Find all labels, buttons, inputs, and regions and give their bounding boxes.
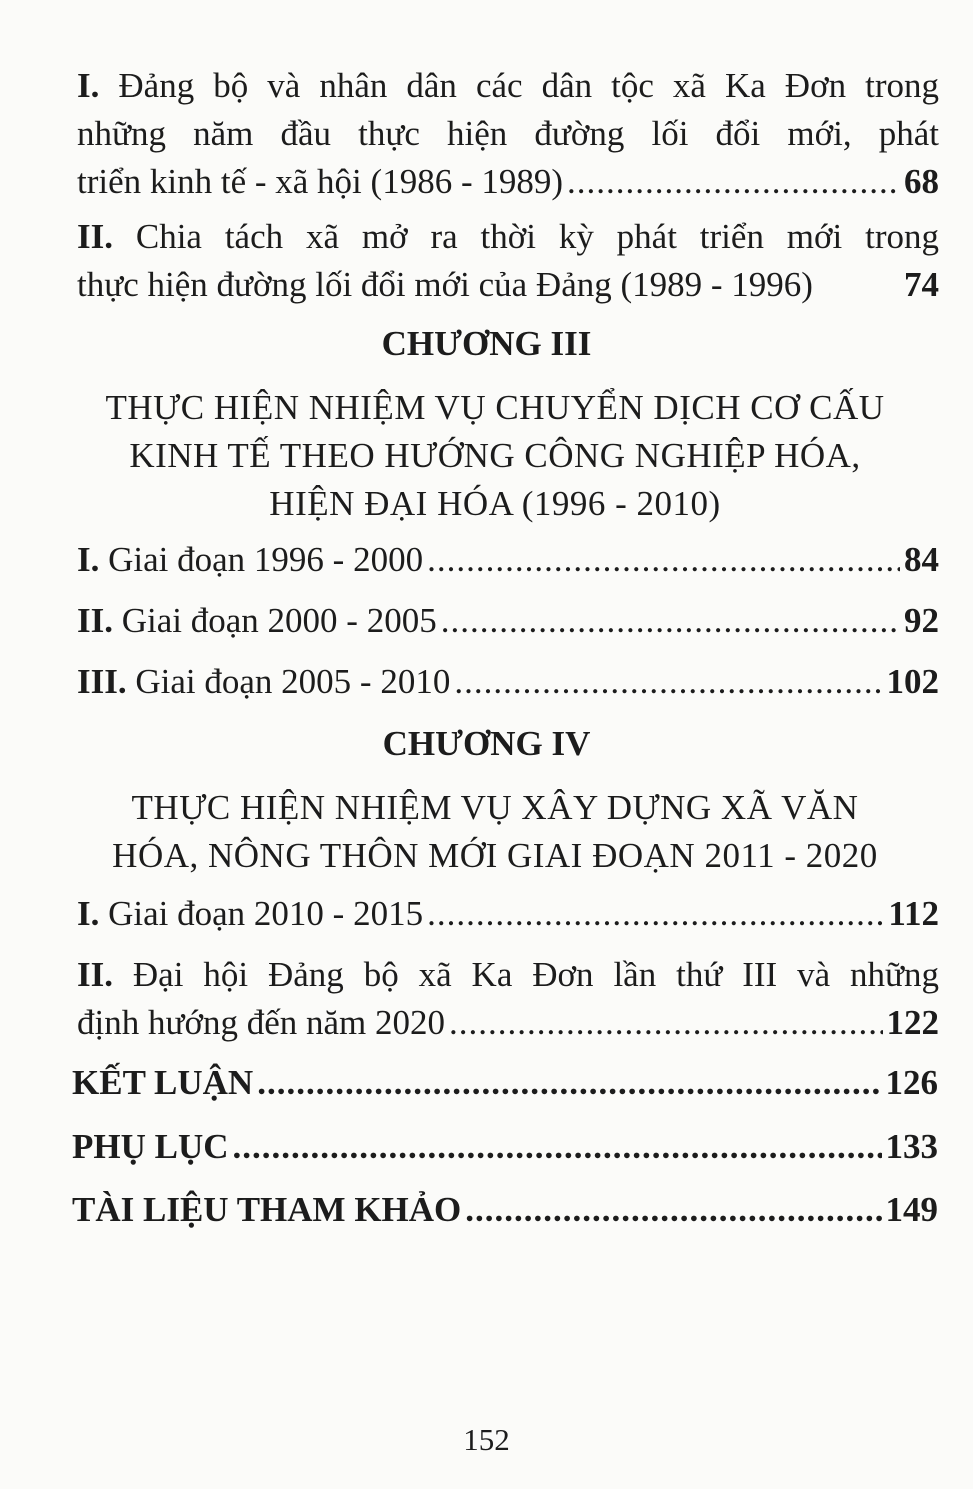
toc-entry-1-roman: I. bbox=[77, 66, 100, 105]
leader-dots bbox=[454, 658, 882, 706]
chapter-4-item-2-page: 122 bbox=[886, 1003, 939, 1042]
leader-dots bbox=[427, 890, 884, 938]
toc-entry-2-text-2: thực hiện đường lối đổi mới của Đảng (1989 - 1996) bbox=[77, 265, 813, 304]
chapter-4-heading: CHƯƠNG IV bbox=[382, 724, 591, 763]
chapter-3-heading: CHƯƠNG III bbox=[381, 324, 592, 363]
toc-entry-1-line-1 bbox=[77, 62, 939, 110]
chapter-4-item-1-roman: I. bbox=[77, 894, 100, 933]
toc-entry-2-roman: II. bbox=[77, 217, 113, 256]
toc-entry-1 bbox=[77, 62, 939, 206]
chapter-4-title-line-1: THỰC HIỆN NHIỆM VỤ XÂY DỰNG XÃ VĂN bbox=[131, 788, 859, 827]
chapter-4-item-2-roman: II. bbox=[77, 955, 113, 994]
chapter-3-item-2-page: 92 bbox=[904, 601, 939, 640]
chapter-3-item-3-text: Giai đoạn 2005 - 2010 bbox=[135, 662, 451, 701]
toc-entry-1-page: 68 bbox=[904, 162, 939, 201]
leader-dots bbox=[449, 999, 883, 1047]
chapter-3-item-2 bbox=[77, 597, 939, 645]
chapter-3-title-line-2: KINH TẾ THEO HƯỚNG CÔNG NGHIỆP HÓA, bbox=[129, 436, 861, 475]
back-matter-1 bbox=[72, 1059, 938, 1107]
chapter-4-item-1-page: 112 bbox=[888, 894, 939, 933]
back-matter-2-text: PHỤ LỤC bbox=[72, 1127, 229, 1166]
chapter-3-item-2-text: Giai đoạn 2000 - 2005 bbox=[121, 601, 437, 640]
chapter-3-item-3-roman: III. bbox=[77, 662, 127, 701]
chapter-3-title-line-3: HIỆN ĐẠI HÓA (1996 - 2010) bbox=[269, 484, 721, 523]
toc-entry-1-text-3: triển kinh tế - xã hội (1986 - 1989) bbox=[77, 162, 564, 201]
chapter-3-title-line-1: THỰC HIỆN NHIỆM VỤ CHUYỂN DỊCH CƠ CẤU bbox=[105, 388, 885, 427]
chapter-3-item-2-roman: II. bbox=[77, 601, 113, 640]
back-matter-2-page: 133 bbox=[885, 1127, 938, 1166]
back-matter-1-page: 126 bbox=[885, 1063, 938, 1102]
toc-entry-2-line-1 bbox=[77, 213, 939, 261]
toc-entry-1-line-2: những năm đầu thực hiện đường lối đổi mới, phát bbox=[77, 114, 939, 153]
chapter-3-item-1-text: Giai đoạn 1996 - 2000 bbox=[108, 540, 424, 579]
page-number: 152 bbox=[463, 1422, 510, 1457]
chapter-3-item-1-roman: I. bbox=[77, 540, 100, 579]
toc-entry-1-line-3 bbox=[77, 158, 939, 206]
toc-entry-2 bbox=[77, 213, 939, 309]
chapter-4-item-1 bbox=[77, 890, 939, 938]
back-matter-2 bbox=[72, 1123, 938, 1171]
back-matter-1-text: KẾT LUẬN bbox=[72, 1063, 254, 1102]
leader-dots bbox=[441, 597, 900, 645]
back-matter-3-text: TÀI LIỆU THAM KHẢO bbox=[72, 1190, 462, 1229]
chapter-3-title bbox=[60, 384, 930, 528]
chapter-4-item-2-line-1 bbox=[77, 951, 939, 999]
chapter-4-item-2-text-2: định hướng đến năm 2020 bbox=[77, 1003, 445, 1042]
back-matter-3-page: 149 bbox=[885, 1190, 938, 1229]
chapter-4-title-line-2: HÓA, NÔNG THÔN MỚI GIAI ĐOẠN 2011 - 2020 bbox=[112, 836, 878, 875]
chapter-3-item-3-page: 102 bbox=[886, 662, 939, 701]
leader-dots bbox=[567, 158, 900, 206]
chapter-4-item-1-text: Giai đoạn 2010 - 2015 bbox=[108, 894, 424, 933]
chapter-3-item-1 bbox=[77, 536, 939, 584]
chapter-3-item-1-page: 84 bbox=[904, 540, 939, 579]
chapter-4-item-2-text-1: Đại hội Đảng bộ xã Ka Đơn lần thứ III và những bbox=[132, 955, 939, 994]
back-matter-3 bbox=[72, 1186, 938, 1234]
chapter-3-item-3 bbox=[77, 658, 939, 706]
leader-dots bbox=[257, 1059, 881, 1107]
toc-entry-1-text-1: Đảng bộ và nhân dân các dân tộc xã Ka Đơn trong bbox=[118, 66, 939, 105]
leader-dots bbox=[465, 1186, 881, 1234]
toc-entry-2-page: 74 bbox=[904, 265, 939, 304]
chapter-4-item-2 bbox=[77, 951, 939, 1047]
chapter-4-title bbox=[60, 784, 930, 880]
leader-dots bbox=[233, 1123, 882, 1171]
toc-entry-2-text-1: Chia tách xã mở ra thời kỳ phát triển mới trong bbox=[135, 217, 939, 256]
toc-entry-2-line-2 bbox=[77, 261, 939, 309]
leader-dots bbox=[427, 536, 900, 584]
